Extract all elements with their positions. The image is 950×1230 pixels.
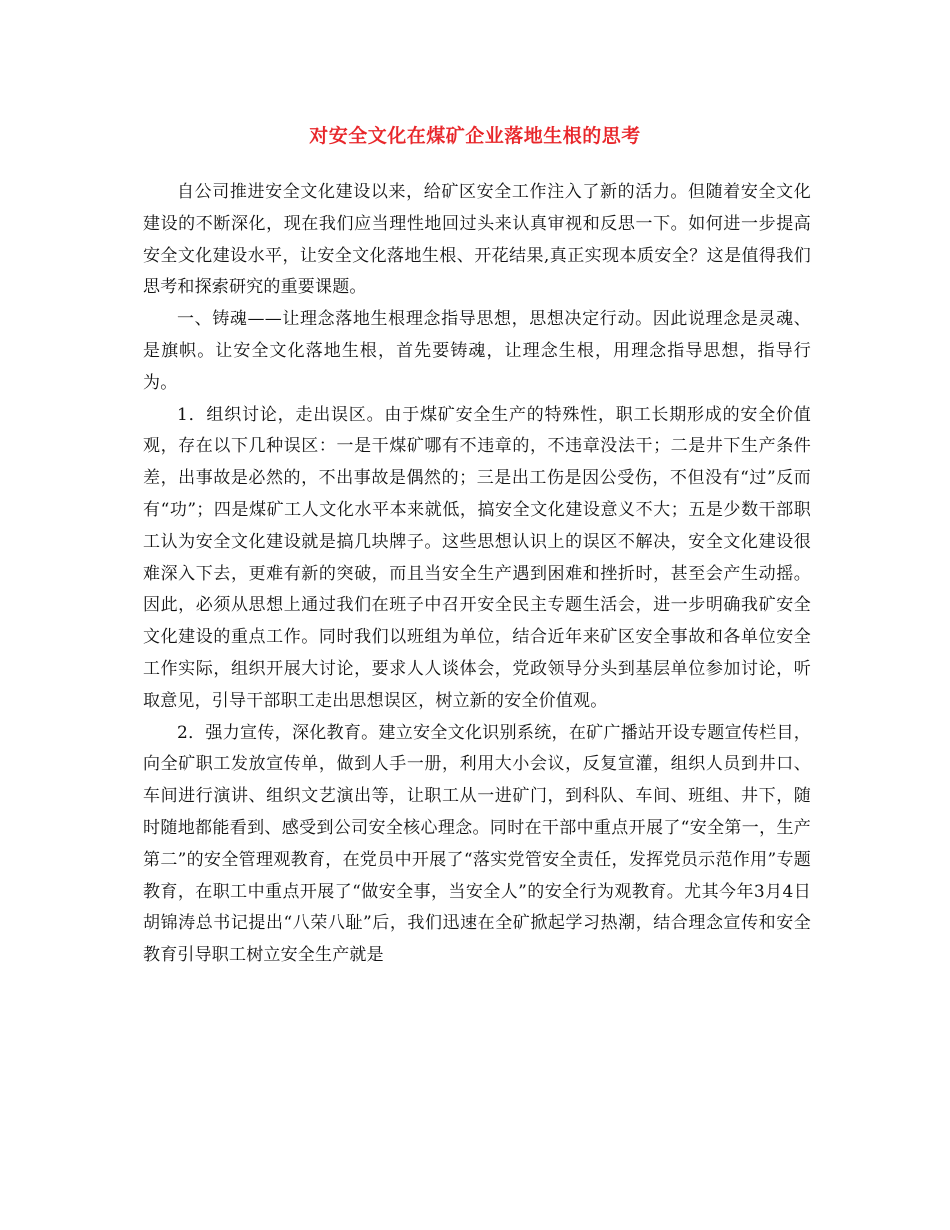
paragraph-point-two: 2．强力宣传，深化教育。建立安全文化识别系统，在矿广播站开设专题宣传栏目，向全矿职工发放宣传单，做到人手一册，利用大小会议，反复宣灌，组织人员到井口、车间进行演讲、组织文艺演出等，让职工从一进矿门，到科队、车间、班组、井下，随时随地都能看到、感受到公司安全核心理念。同时在干部中重点开展了“安全第一，生产第二”的安全管理观教育，在党员中开展了“落实党管安全责任，发挥党员示范作用”专题教育，在职工中重点开展了“做安全事，当安全人”的安全行为观教育。尤其今年3月4日胡锦涛总书记提出“八荣八耻”后，我们迅速在全矿掀起学习热潮，结合理念宣传和安全教育引导职工树立安全生产就是 <box>143 722 811 966</box>
document-title: 对安全文化在煤矿企业落地生根的思考 <box>309 125 641 147</box>
paragraph-section-one: 一、铸魂——让理念落地生根理念指导思想，思想决定行动。因此说理念是灵魂、是旗帜。让安全文化落地生根，首先要铸魂，让理念生根，用理念指导思想，指导行为。 <box>143 309 811 393</box>
paragraph-point-one: 1．组织讨论，走出误区。由于煤矿安全生产的特殊性，职工长期形成的安全价值观，存在以下几种误区：一是干煤矿哪有不违章的，不违章没法干；二是井下生产条件差，出事故是必然的，不出事故是偶然的；三是出工伤是因公受伤，不但没有“过”反而有“功”；四是煤矿工人文化水平本来就低，搞安全文化建设意义不大；五是少数干部职工认为安全文化建设就是搞几块牌子。这些思想认识上的误区不解决，安全文化建设很难深入下去，更难有新的突破，而且当安全生产遇到困难和挫折时，甚至会产生动摇。因此，必须从思想上通过我们在班子中召开安全民主专题生活会，进一步明确我矿安全文化建设的重点工作。同时我们以班组为单位，结合近年来矿区安全事故和各单位安全工作实际，组织开展大讨论，要求人人谈体会，党政领导分头到基层单位参加讨论，听取意见，引导干部职工走出思想误区，树立新的安全价值观。 <box>143 404 811 711</box>
paragraph-intro: 自公司推进安全文化建设以来，给矿区安全工作注入了新的活力。但随着安全文化建设的不断深化，现在我们应当理性地回过头来认真审视和反思一下。如何进一步提高安全文化建设水平，让安全文化落地生根、开花结果,真正实现本质安全？这是值得我们思考和探索研究的重要课题。 <box>143 182 811 298</box>
document-body <box>143 177 811 972</box>
